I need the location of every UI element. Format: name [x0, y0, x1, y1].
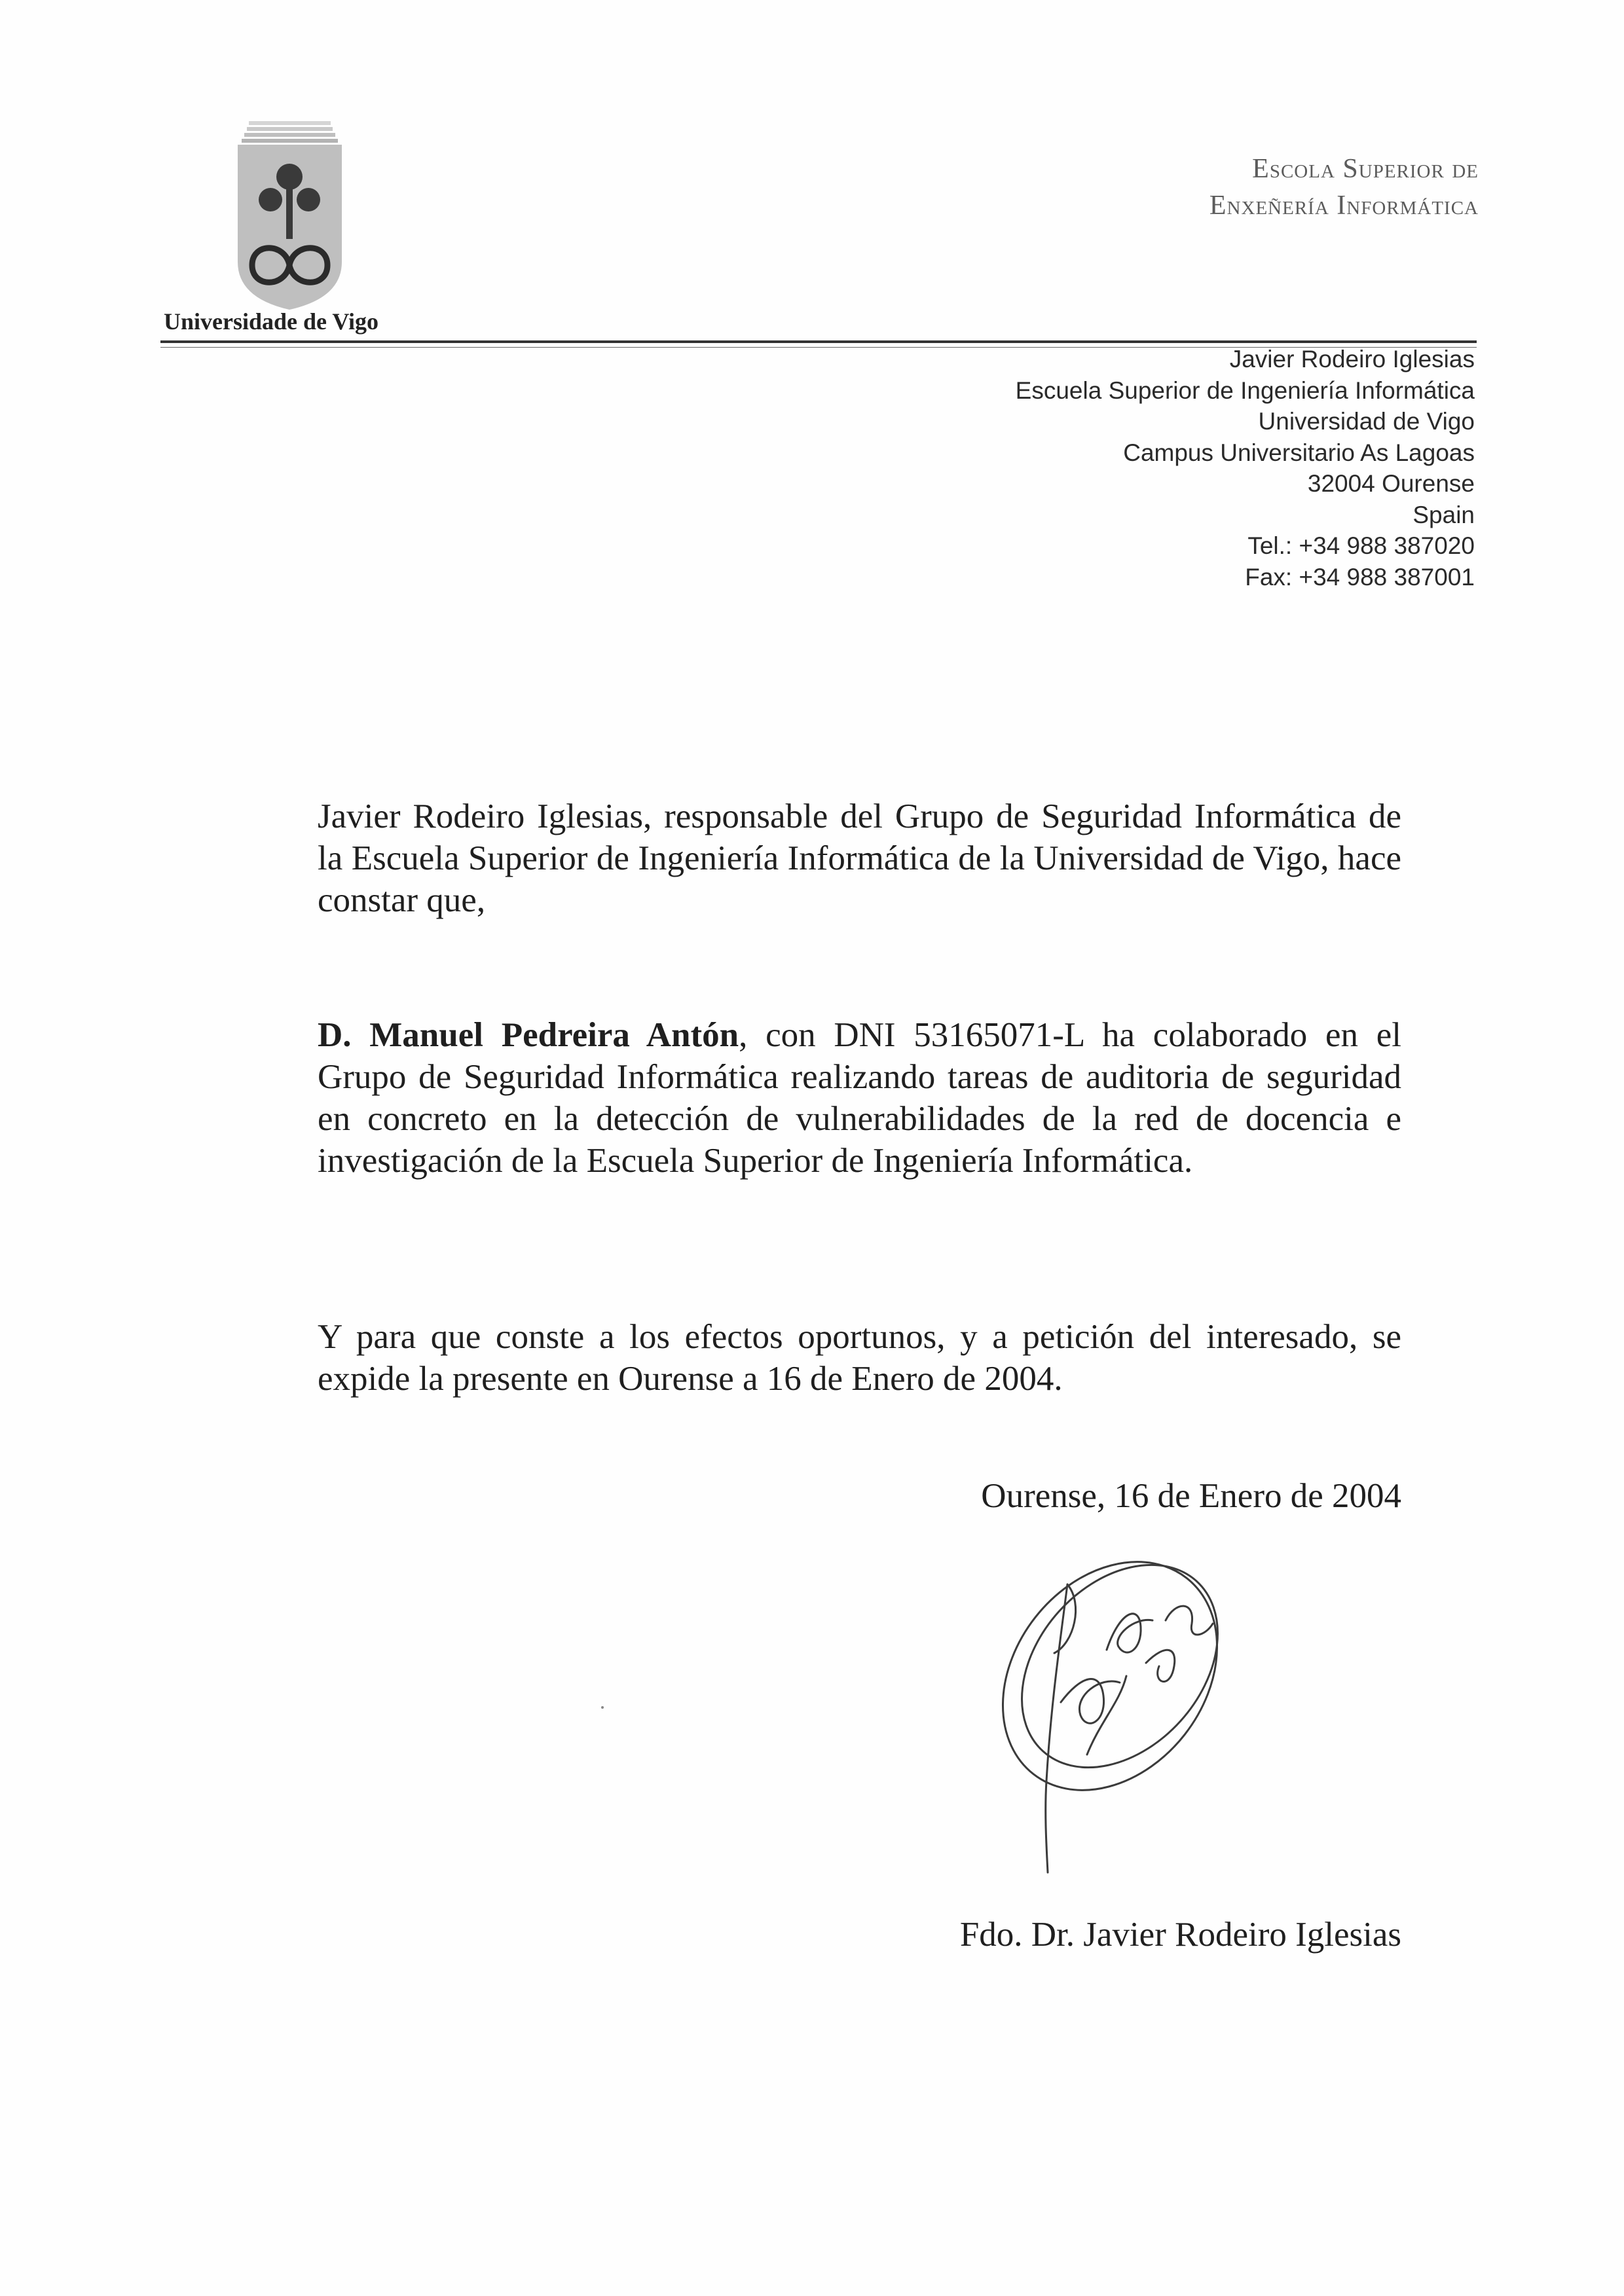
scan-speck	[601, 1706, 604, 1709]
sender-name: Javier Rodeiro Iglesias	[1229, 346, 1475, 373]
school-name	[1209, 151, 1479, 224]
place-date: Ourense, 16 de Enero de 2004	[981, 1477, 1401, 1515]
handwritten-signature	[969, 1506, 1251, 1912]
person-name: D. Manuel Pedreira Antón	[318, 1016, 739, 1054]
sender-fax: Fax: +34 988 387001	[1245, 563, 1475, 591]
sender-address	[1016, 344, 1475, 592]
intro-paragraph: Javier Rodeiro Iglesias, responsable del Grupo de Seguridad Informática de la Escuela Superior de Ingeniería Informática de la Universidad de Vigo, hace constar que,	[318, 797, 1401, 919]
sender-campus: Campus Universitario As Lagoas	[1123, 439, 1475, 466]
school-name-line1: Escola Superior de	[1252, 154, 1479, 184]
certification-text: , con DNI 53165071-L ha colaborado en el Grupo de Seguridad Informática realizando tareas de auditoria de seguridad en concreto en la detección de vulnerabilidades de la red de docencia e investigación de la Escuela Superior de Ingeniería Informática.	[318, 1016, 1401, 1180]
sender-university: Universidad de Vigo	[1258, 408, 1475, 435]
closing-paragraph: Y para que conste a los efectos oportunos, y a petición del interesado, se expide la presente en Ourense a 16 de Enero de 2004.	[318, 1318, 1401, 1398]
school-name-line2: Enxeñería Informática	[1209, 191, 1479, 221]
sender-country: Spain	[1412, 501, 1475, 528]
sender-school: Escuela Superior de Ingeniería Informática	[1015, 376, 1475, 404]
signer-name: Fdo. Dr. Javier Rodeiro Iglesias	[959, 1916, 1401, 1954]
university-emblem-logo	[232, 121, 347, 311]
sender-city: 32004 Ourense	[1307, 470, 1475, 497]
header-rule	[160, 340, 1477, 343]
university-name: Universidade de Vigo	[164, 308, 379, 335]
sender-phone: Tel.: +34 988 387020	[1247, 532, 1475, 559]
certification-paragraph	[318, 1014, 1401, 1182]
